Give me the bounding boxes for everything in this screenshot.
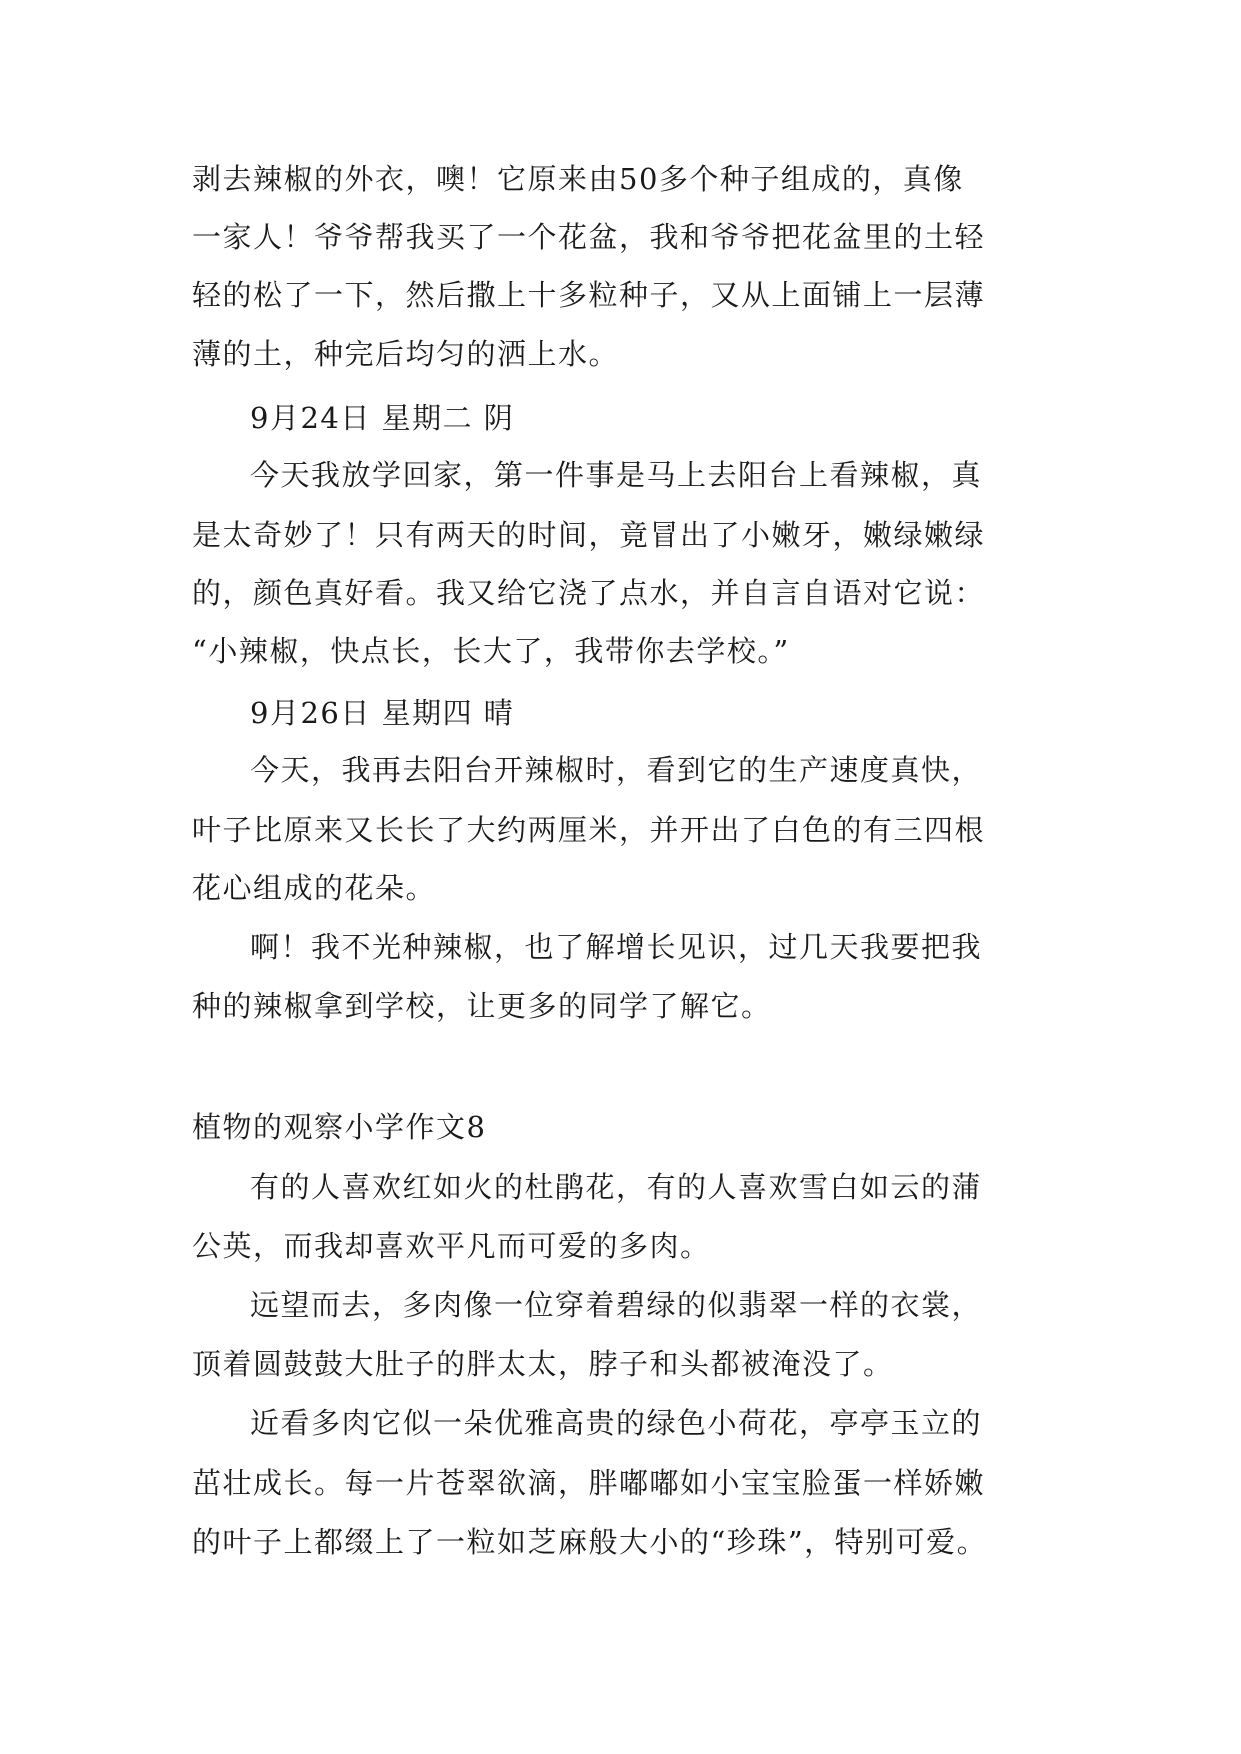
text-line: 啊！我不光种辣椒，也了解增长见识，过几天我要把我 bbox=[250, 930, 983, 964]
text-line: 种的辣椒拿到学校，让更多的同学了解它。 bbox=[192, 989, 772, 1023]
text-line: 叶子比原来又长长了大约两厘米，并开出了白色的有三四根 bbox=[192, 813, 986, 847]
text-line: 薄的土，种完后均匀的洒上水。 bbox=[192, 337, 620, 371]
text-line: 今天，我再去阳台开辣椒时，看到它的生产速度真快， bbox=[250, 753, 983, 787]
text-line: 茁壮成长。每一片苍翠欲滴，胖嘟嘟如小宝宝脸蛋一样娇嫩 bbox=[192, 1466, 986, 1500]
text-line: 有的人喜欢红如火的杜鹃花，有的人喜欢雪白如云的蒲 bbox=[250, 1170, 983, 1204]
text-line: 远望而去，多肉像一位穿着碧绿的似翡翠一样的衣裳， bbox=[250, 1288, 983, 1322]
text-line: 今天我放学回家，第一件事是马上去阳台上看辣椒，真 bbox=[250, 458, 983, 492]
text-line: 一家人！爷爷帮我买了一个花盆，我和爷爷把花盆里的土轻 bbox=[192, 220, 986, 254]
text-line: 是太奇妙了！只有两天的时间，竟冒出了小嫩牙，嫩绿嫩绿 bbox=[192, 518, 986, 552]
text-line: 的，颜色真好看。我又给它浇了点水，并自言自语对它说： bbox=[192, 576, 986, 610]
diary-date-heading: 9月24日 星期二 阴 bbox=[250, 401, 515, 435]
text-line: 顶着圆鼓鼓大肚子的胖太太，脖子和头都被淹没了。 bbox=[192, 1347, 894, 1381]
text-line: 近看多肉它似一朵优雅高贵的绿色小荷花，亭亭玉立的 bbox=[250, 1406, 983, 1440]
text-line: 轻的松了一下，然后撒上十多粒种子，又从上面铺上一层薄 bbox=[192, 278, 986, 312]
text-line: 花心组成的花朵。 bbox=[192, 871, 437, 905]
text-line: 公英，而我却喜欢平凡而可爱的多肉。 bbox=[192, 1229, 711, 1263]
text-line: 的叶子上都缀上了一粒如芝麻般大小的“珍珠”，特别可爱。 bbox=[192, 1525, 988, 1559]
text-line: 剥去辣椒的外衣，噢！它原来由50多个种子组成的，真像 bbox=[192, 162, 964, 196]
text-line: “小辣椒，快点长，长大了，我带你去学校。” bbox=[192, 634, 790, 668]
section-title: 植物的观察小学作文8 bbox=[192, 1110, 487, 1144]
diary-date-heading: 9月26日 星期四 晴 bbox=[250, 696, 515, 730]
